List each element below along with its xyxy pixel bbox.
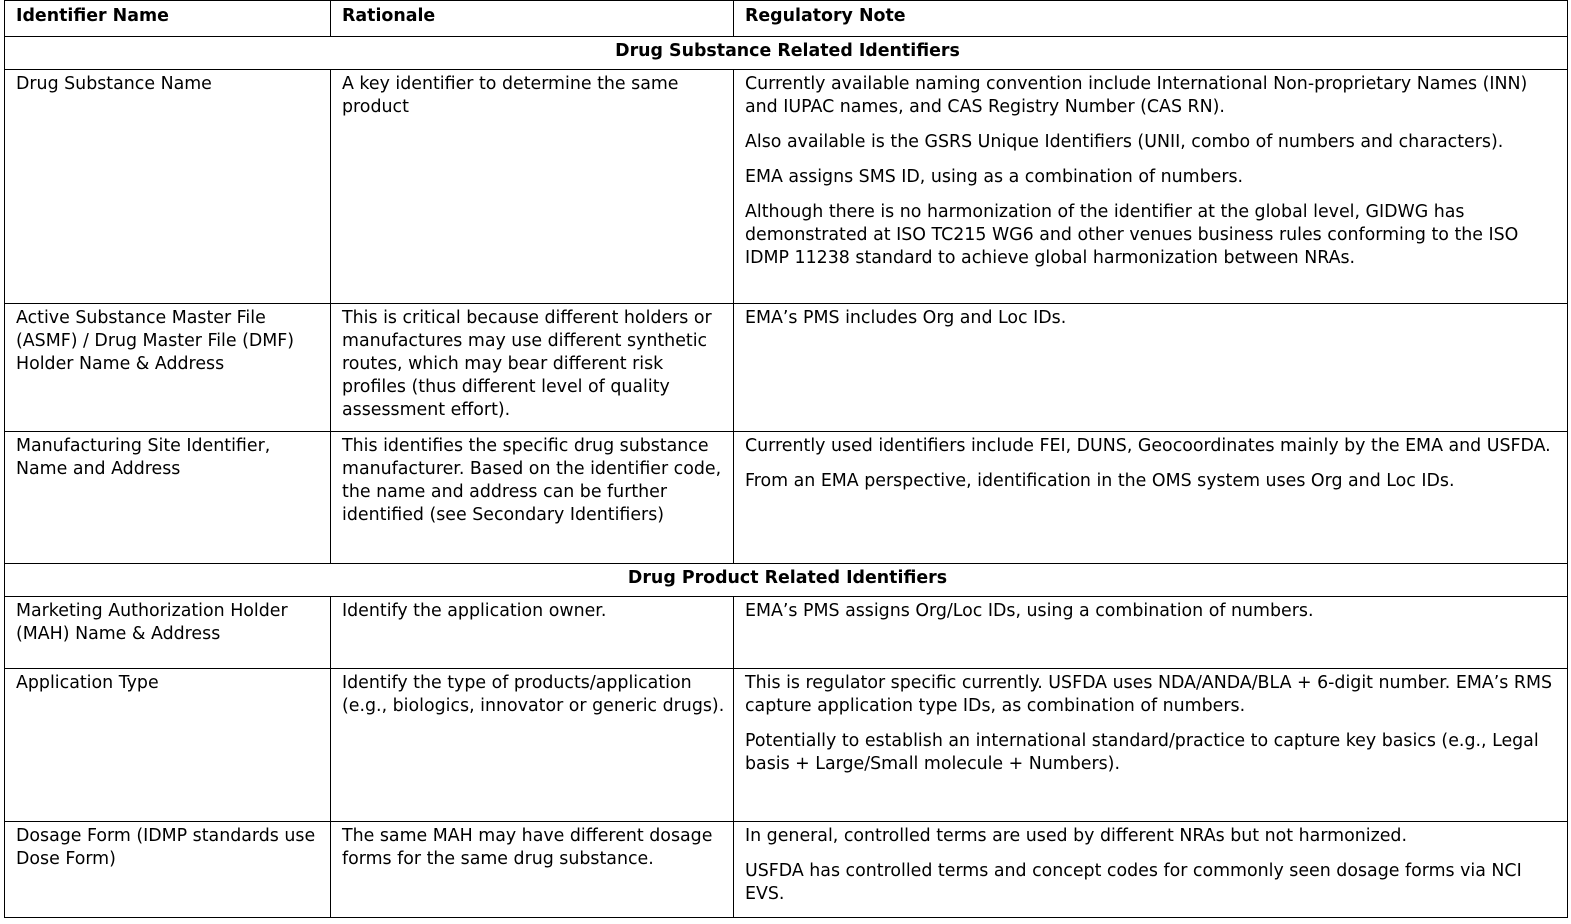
regulatory-note-cell	[734, 432, 1568, 564]
identifier-name-cell: Dosage Form (IDMP standards use Dose Form)	[5, 822, 331, 918]
header-identifier-name: Identifier Name	[5, 1, 331, 37]
table-row	[5, 432, 1568, 564]
section-title-drug-product: Drug Product Related Identifiers	[5, 564, 1568, 597]
rationale-cell: This identifies the specific drug substance manufacturer. Based on the identifier code, the name and address can be further identified (see Secondary Identifiers)	[331, 432, 734, 564]
note-paragraph: EMA’s PMS assigns Org/Loc IDs, using a combination of numbers.	[745, 601, 1314, 621]
regulatory-note-cell	[734, 669, 1568, 822]
note-paragraph: In general, controlled terms are used by different NRAs but not harmonized.	[745, 826, 1407, 846]
header-rationale: Rationale	[331, 1, 734, 37]
section-row	[5, 37, 1568, 70]
table-row	[5, 304, 1568, 432]
section-row	[5, 564, 1568, 597]
note-paragraph: This is regulator specific currently. USFDA uses NDA/ANDA/BLA + 6-digit number. EMA’s RMS capture application type IDs, as combination of numbers.	[745, 673, 1552, 716]
rationale-cell: A key identifier to determine the same product	[331, 70, 734, 304]
identifier-name-cell: Active Substance Master File (ASMF) / Drug Master File (DMF) Holder Name & Address	[5, 304, 331, 432]
rationale-cell: Identify the application owner.	[331, 597, 734, 669]
regulatory-note-cell	[734, 597, 1568, 669]
table-row	[5, 822, 1568, 918]
rationale-cell: Identify the type of products/application (e.g., biologics, innovator or generic drugs).	[331, 669, 734, 822]
rationale-cell: This is critical because different holders or manufactures may use different synthetic routes, which may bear different risk profiles (thus different level of quality assessment effort).	[331, 304, 734, 432]
note-paragraph: Currently used identifiers include FEI, DUNS, Geocoordinates mainly by the EMA and USFDA.	[745, 436, 1551, 456]
section-title-drug-substance: Drug Substance Related Identifiers	[5, 37, 1568, 70]
table-row	[5, 597, 1568, 669]
identifier-name-cell: Manufacturing Site Identifier, Name and Address	[5, 432, 331, 564]
identifiers-table	[4, 0, 1568, 918]
rationale-cell: The same MAH may have different dosage forms for the same drug substance.	[331, 822, 734, 918]
identifier-name-cell: Marketing Authorization Holder (MAH) Name & Address	[5, 597, 331, 669]
table-row	[5, 669, 1568, 822]
note-paragraph: EMA’s PMS includes Org and Loc IDs.	[745, 308, 1067, 328]
note-paragraph: Although there is no harmonization of the identifier at the global level, GIDWG has demonstrated at ISO TC215 WG6 and other venues business rules conforming to the ISO IDMP 11238 standard to achieve global harmonization between NRAs.	[745, 202, 1519, 268]
table-row	[5, 70, 1568, 304]
note-paragraph: Potentially to establish an international standard/practice to capture key basics (e.g., Legal basis + Large/Small molecule + Numbers).	[745, 731, 1539, 774]
note-paragraph: EMA assigns SMS ID, using as a combination of numbers.	[745, 167, 1244, 187]
note-paragraph: Currently available naming convention include International Non-proprietary Names (INN) and IUPAC names, and CAS Registry Number (CAS RN).	[745, 74, 1528, 117]
header-regulatory-note: Regulatory Note	[734, 1, 1568, 37]
regulatory-note-cell	[734, 822, 1568, 918]
regulatory-note-cell	[734, 304, 1568, 432]
note-paragraph: From an EMA perspective, identification in the OMS system uses Org and Loc IDs.	[745, 471, 1455, 491]
note-paragraph: Also available is the GSRS Unique Identifiers (UNII, combo of numbers and characters).	[745, 132, 1504, 152]
header-row	[5, 1, 1568, 37]
identifier-name-cell: Application Type	[5, 669, 331, 822]
identifier-name-cell: Drug Substance Name	[5, 70, 331, 304]
regulatory-note-cell	[734, 70, 1568, 304]
note-paragraph: USFDA has controlled terms and concept codes for commonly seen dosage forms via NCI EVS.	[745, 861, 1522, 904]
